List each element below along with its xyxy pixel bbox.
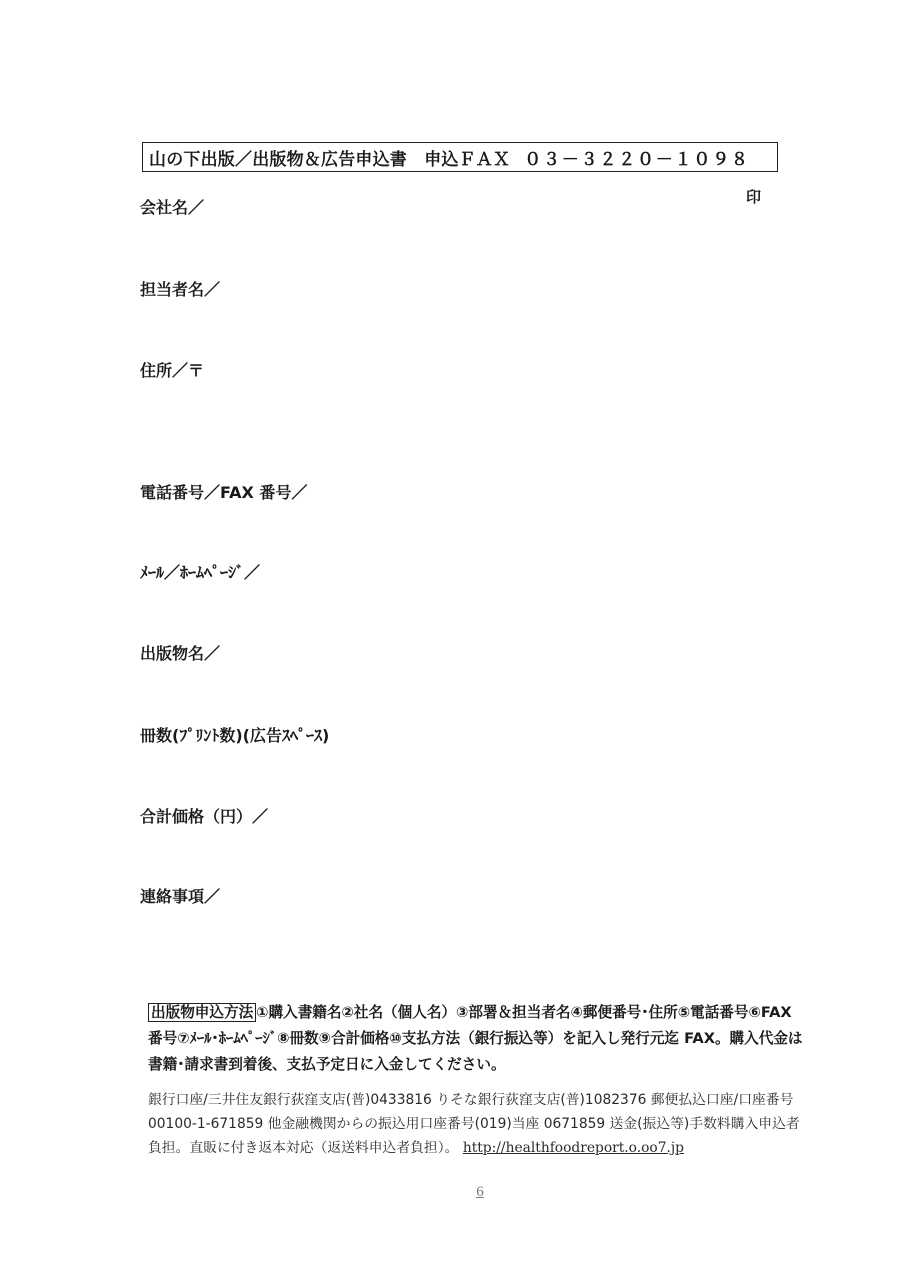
website-link[interactable]: http://healthfoodreport.o.oo7.jp [462,1140,685,1156]
field-publication-name: 出版物名／ [140,644,221,663]
application-method-section [148,1000,808,1078]
field-notes: 連絡事項／ [140,887,221,906]
bank-info-section [148,1088,812,1160]
field-phone-fax: 電話番号／FAX 番号／ [140,483,308,502]
field-email-homepage: ﾒｰﾙ／ﾎｰﾑﾍﾟｰｼﾞ／ [140,563,261,582]
bank-info-text: 銀行口座/三井住友銀行荻窪支店(普)0433816 りそな銀行荻窪支店(普)1082376 郵便払込口座/口座番号 00100-1-671859 他金融機関からの振込用口座番号(019)当座 0671859 送金(振込等)手数料購入申込者負担。直販に付き返本対応（返送料申込者負担）。 [148,1092,808,1156]
field-quantity: 冊数(ﾌﾟﾘﾝﾄ数)(広告ｽﾍﾟｰｽ) [140,726,330,745]
field-total-price: 合計価格（円）／ [140,807,269,826]
field-contact-person: 担当者名／ [140,280,221,299]
application-method-heading: 出版物申込方法 [148,1003,256,1022]
page-number: 6 [476,1184,484,1200]
application-method-body: ①購入書籍名②社名（個人名）③部署＆担当者名④郵便番号･住所⑤電話番号⑥FAX 番号⑦ﾒｰﾙ･ﾎｰﾑﾍﾟｰｼﾞ⑧冊数⑨合計価格⑩支払方法（銀行振込等）を記入し発行元迄 FAX。購入代金は書籍･請求書到着後、支払予定日に入金してください。 [148,1004,803,1073]
fax-number: ０３－３２２０－１０９８ [524,149,750,170]
field-company-name: 会社名／ [140,198,205,217]
field-address: 住所／〒 [140,361,205,380]
seal-mark: 印 [746,188,762,206]
form-title [142,142,778,172]
form-title-text: 山の下出版／出版物＆広告申込書 申込ＦＡＸ [149,149,511,170]
